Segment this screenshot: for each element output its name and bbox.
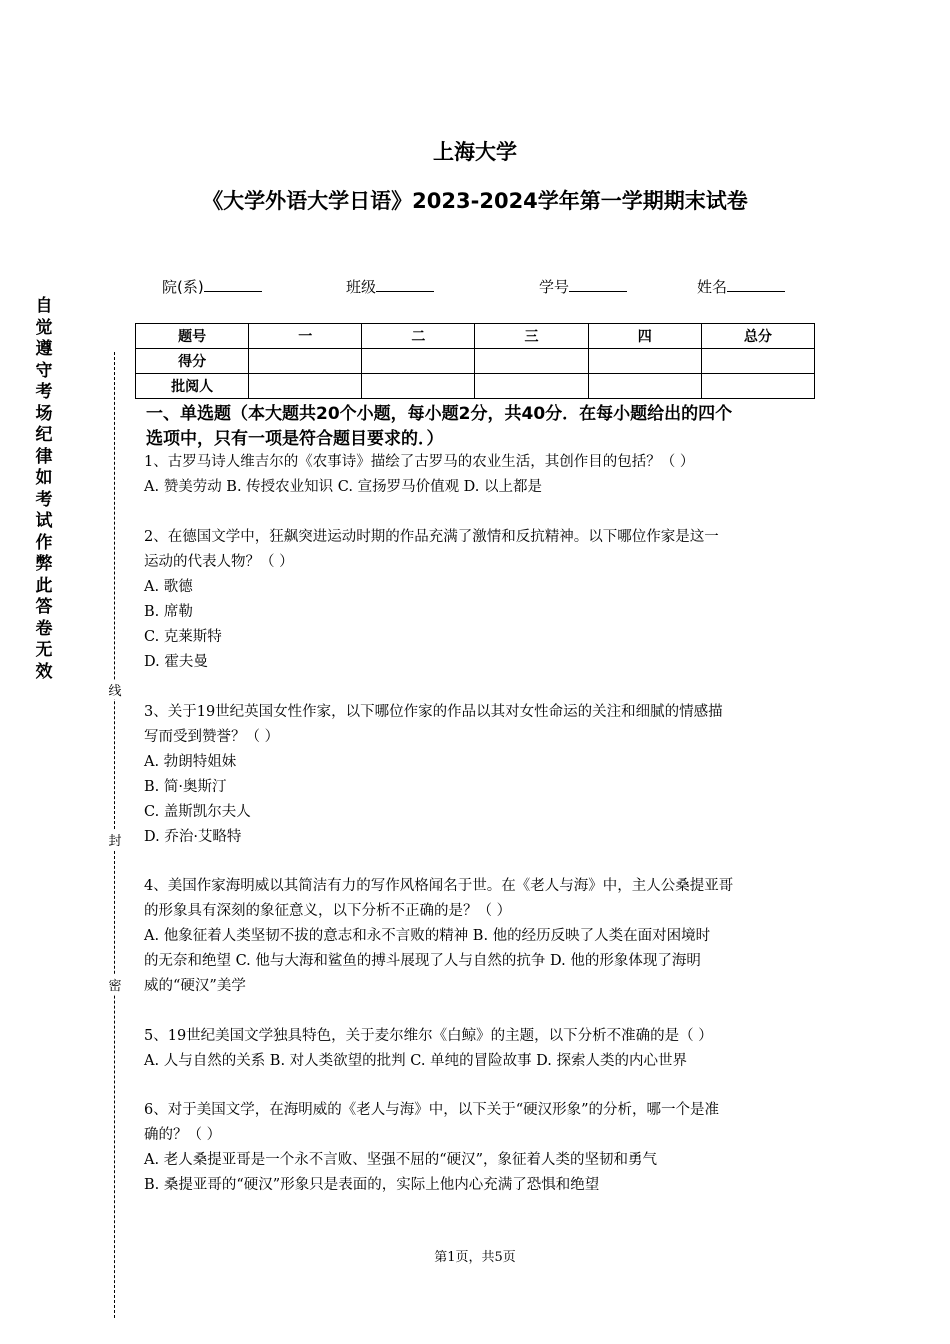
score-row-label: 得分 [136,349,249,374]
warning-char: 弊 [35,554,53,574]
warning-char: 试 [35,511,53,531]
question-option: A. 勃朗特姐妹 [144,754,237,770]
grader-row-label: 批阅人 [136,374,249,399]
question-3 [144,700,816,850]
field-student-id-label: 学号 [539,278,570,296]
score-table [135,323,815,399]
field-student-id-blank [569,277,627,292]
score-header-cell: 题号 [136,324,249,349]
score-row [136,349,815,374]
question-options: 威的“硬汉”美学 [144,978,246,994]
field-class-blank [376,277,434,292]
grader-cell [249,374,362,399]
score-cell [475,349,588,374]
field-name [697,276,785,297]
question-line: 2、在德国文学中，狂飙突进运动时期的作品充满了激情和反抗精神。以下哪位作家是这一 [144,529,719,545]
question-option: A. 老人桑提亚哥是一个永不言败、坚强不屈的“硬汉”，象征着人类的坚韧和勇气 [144,1152,658,1168]
question-line: 4、美国作家海明威以其简洁有力的写作风格闻名于世。在《老人与海》中，主人公桑提亚哥 [144,878,734,894]
warning-char: 卷 [35,618,53,639]
score-cell [362,349,475,374]
score-cell [249,349,362,374]
warning-char: 自 [35,296,53,316]
university-title: 上海大学 [433,140,517,164]
binding-mark-line: 线 [107,680,123,699]
question-option: D. 乔治·艾略特 [144,829,242,845]
field-class-label: 班级 [346,278,377,296]
score-header-cell: 一 [249,324,362,349]
question-line: 运动的代表人物？（ ） [144,554,294,570]
warning-char: 律 [35,446,53,467]
question-option: B. 桑提亚哥的“硬汉”形象只是表面的，实际上他内心充满了恐惧和绝望 [144,1177,600,1193]
grader-cell [588,374,701,399]
question-option: C. 盖斯凯尔夫人 [144,804,251,820]
page-number-footer: 第1页，共5页 [434,1250,516,1265]
warning-char: 无 [35,640,53,660]
question-1 [144,450,816,500]
field-department-label: 院(系) [162,278,204,296]
field-department [162,276,262,297]
section-heading-line: 选项中，只有一项是符合题目要求的．） [146,429,444,449]
field-class [346,276,434,297]
binding-mark-secret: 密 [107,975,123,994]
warning-char: 考 [35,382,53,402]
binding-mark-seal: 封 [107,830,123,849]
section-heading [146,402,816,452]
field-department-blank [204,277,262,292]
warning-char: 效 [35,661,53,682]
score-header-cell: 二 [362,324,475,349]
score-header-cell: 四 [588,324,701,349]
warning-char: 作 [35,532,53,553]
score-header-cell: 总分 [701,324,814,349]
warning-char: 此 [35,575,53,596]
question-option: B. 席勒 [144,604,193,620]
warning-char: 觉 [35,317,53,338]
warning-char: 如 [35,468,53,488]
question-option: A. 歌德 [144,579,193,595]
question-options: A. 赞美劳动 B. 传授农业知识 C. 宣扬罗马价值观 D. 以上都是 [144,479,543,495]
warning-char: 场 [35,403,53,424]
question-6 [144,1098,816,1198]
field-name-label: 姓名 [697,278,728,296]
grader-cell [701,374,814,399]
question-options: A. 人与自然的关系 B. 对人类欲望的批判 C. 单纯的冒险故事 D. 探索人类的内心世界 [144,1053,688,1069]
score-header-cell: 三 [475,324,588,349]
question-option: C. 克莱斯特 [144,629,222,645]
question-line: 确的？（ ） [144,1127,222,1143]
field-name-blank [727,277,785,292]
question-line: 写而受到赞誉？（ ） [144,729,280,745]
question-option: D. 霍夫曼 [144,654,208,670]
question-line: 3、关于19世纪英国女性作家，以下哪位作家的作品以其对女性命运的关注和细腻的情感描 [144,704,723,720]
question-line: 5、19世纪美国文学独具特色，关于麦尔维尔《白鲸》的主题，以下分析不准确的是（ ） [144,1028,713,1044]
question-4 [144,874,816,999]
question-line: 6、对于美国文学，在海明威的《老人与海》中，以下关于“硬汉形象”的分析，哪一个是准 [144,1102,720,1118]
grader-row [136,374,815,399]
question-2 [144,525,816,675]
score-cell [701,349,814,374]
warning-char: 遵 [35,339,53,359]
exam-title: 《大学外语大学日语》2023-2024学年第一学期期末试卷 [202,189,748,213]
warning-char: 纪 [35,425,53,445]
section-heading-line: 一、单选题（本大题共20个小题，每小题2分，共40分．在每小题给出的四个 [146,404,733,424]
score-cell [588,349,701,374]
warning-char: 守 [35,360,53,381]
grader-cell [475,374,588,399]
field-student-id [539,276,627,297]
question-line: 的形象具有深刻的象征意义，以下分析不正确的是？（ ） [144,903,512,919]
question-options: 的无奈和绝望 C. 他与大海和鲨鱼的搏斗展现了人与自然的抗争 D. 他的形象体现了海明 [144,953,701,969]
exam-discipline-warning [34,296,54,683]
score-table-header-row [136,324,815,349]
warning-char: 答 [35,597,53,617]
warning-char: 考 [35,489,53,510]
question-options: A. 他象征着人类坚韧不拔的意志和永不言败的精神 B. 他的经历反映了人类在面对困境时 [144,928,711,944]
grader-cell [362,374,475,399]
question-5 [144,1024,816,1074]
question-option: B. 简·奥斯汀 [144,779,227,795]
question-line: 1、古罗马诗人维吉尔的《农事诗》描绘了古罗马的农业生活，其创作目的包括？（ ） [144,454,695,470]
